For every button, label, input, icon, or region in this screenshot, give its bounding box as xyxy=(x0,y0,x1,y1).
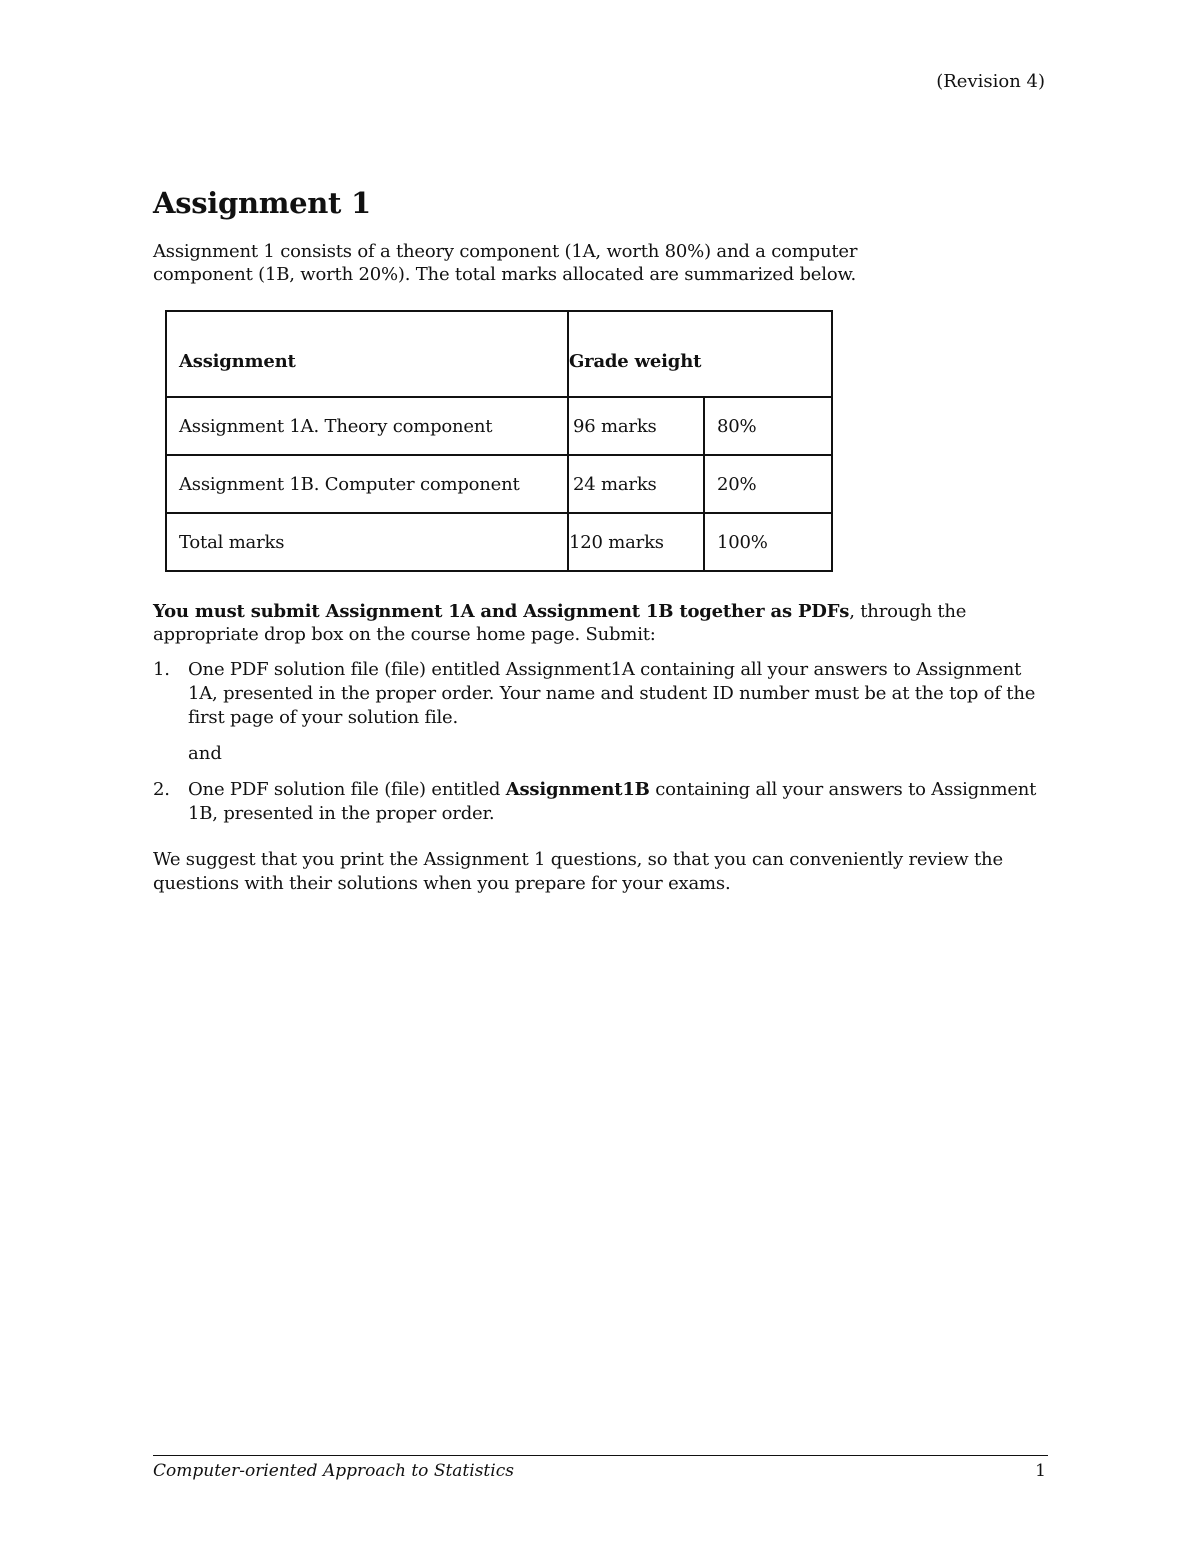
revision-label: (Revision 4) xyxy=(936,71,1045,92)
list-item-text-before: One PDF solution file (file) entitled xyxy=(188,779,506,800)
submit-rest: , through the appropriate drop box on the course home page. Submit: xyxy=(153,601,967,645)
cell-percent: 100% xyxy=(704,513,832,571)
list-connector: and xyxy=(188,743,222,764)
cell-marks: 24 marks xyxy=(568,455,704,513)
cell-assignment: Assignment 1B. Computer component xyxy=(166,455,568,513)
page-title: Assignment 1 xyxy=(153,186,371,220)
cell-assignment: Assignment 1A. Theory component xyxy=(166,397,568,455)
table-header-row xyxy=(166,311,832,397)
submit-paragraph xyxy=(153,600,1048,646)
suggest-paragraph: We suggest that you print the Assignment 1 questions, so that you can conveniently review the questions with their solutions when you prepare for your exams. xyxy=(153,849,1003,894)
footer-course-title: Computer-oriented Approach to Statistics xyxy=(153,1461,514,1481)
submission-list xyxy=(153,658,1048,730)
header-assignment: Assignment xyxy=(166,311,568,397)
document-body xyxy=(153,186,1048,896)
cell-percent: 80% xyxy=(704,397,832,455)
submit-bold-lead: You must submit Assignment 1A and Assignment 1B together as PDFs xyxy=(153,601,850,622)
marks-table xyxy=(165,310,833,572)
list-item xyxy=(153,778,1048,826)
header-grade-weight: Grade weight xyxy=(568,311,832,397)
page-number: 1 xyxy=(1035,1461,1046,1481)
submission-list-2 xyxy=(153,778,1048,826)
list-item-number: 1. xyxy=(153,659,170,680)
list-item-text: One PDF solution file (file) entitled Assignment1A containing all your answers to Assignment 1A, presented in the proper order. Your name and student ID number must be at the top of the first page of your solution file. xyxy=(188,659,1036,728)
table-row xyxy=(166,513,832,571)
intro-paragraph: Assignment 1 consists of a theory component (1A, worth 80%) and a computer component (1B, worth 20%). The total marks allocated are summarized below. xyxy=(153,241,858,285)
list-item-bold: Assignment1B xyxy=(505,779,650,800)
list-item-number: 2. xyxy=(153,779,170,800)
cell-marks: 96 marks xyxy=(568,397,704,455)
table-row xyxy=(166,455,832,513)
cell-assignment: Total marks xyxy=(166,513,568,571)
table-row xyxy=(166,397,832,455)
cell-marks: 120 marks xyxy=(568,513,704,571)
page-footer xyxy=(153,1455,1048,1481)
list-item xyxy=(153,658,1048,730)
list-item-text-after: containing all your answers to Assignment 1B, presented in the proper order. xyxy=(188,779,1037,824)
cell-percent: 20% xyxy=(704,455,832,513)
